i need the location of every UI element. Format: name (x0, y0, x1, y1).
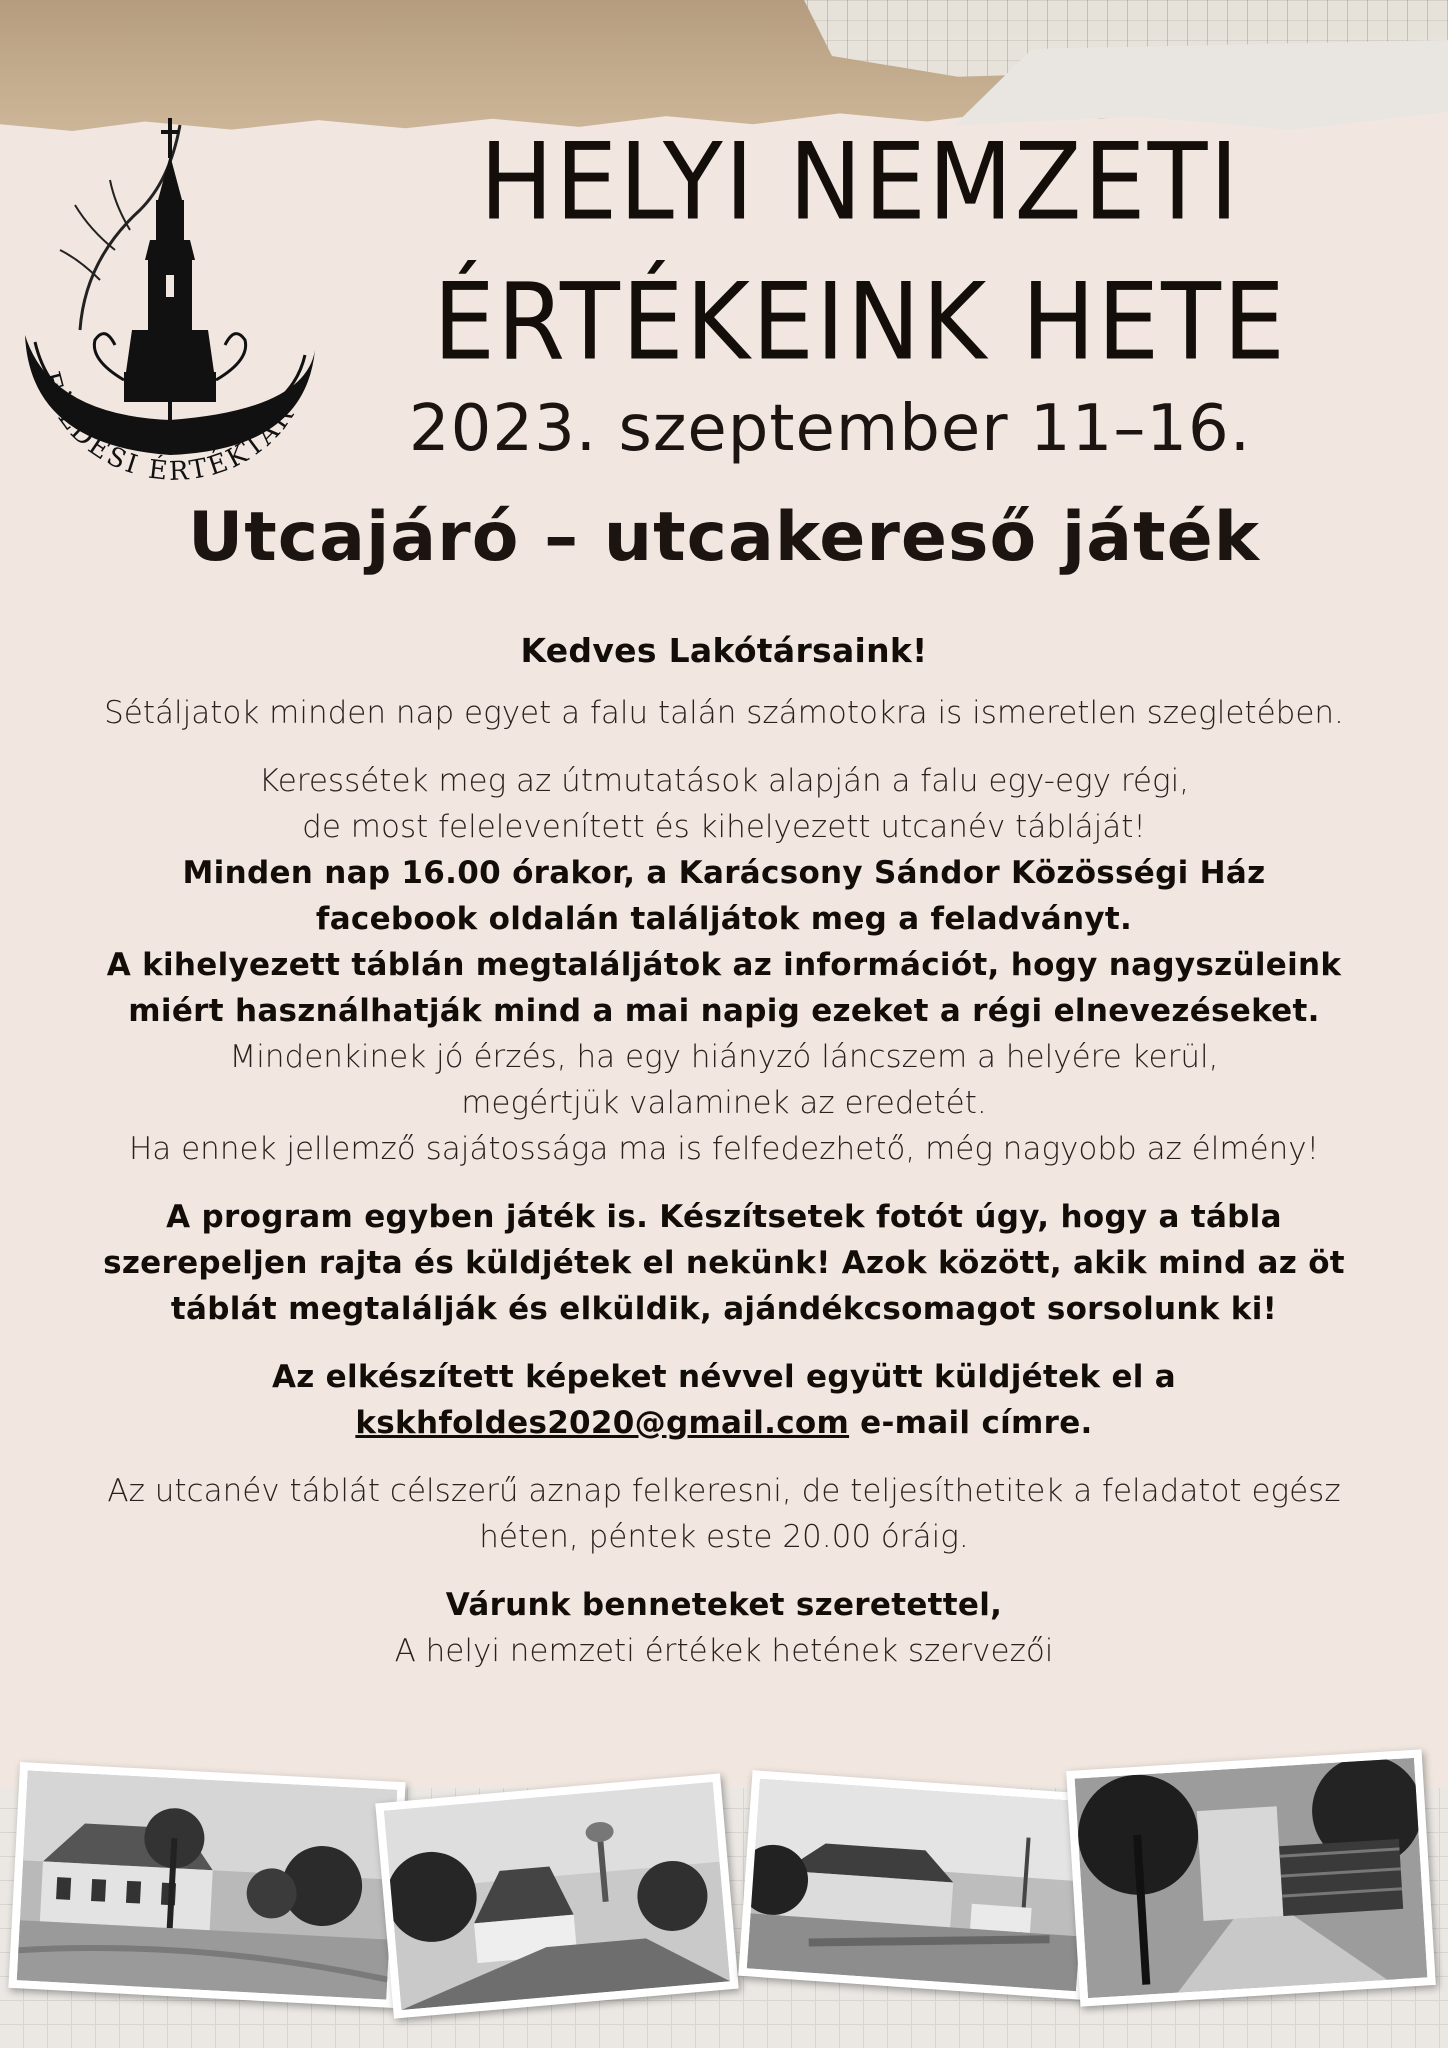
street-photo-1 (8, 1762, 405, 2008)
email-suffix: e-mail címre. (849, 1405, 1093, 1441)
street-photo-4 (1066, 1749, 1436, 2006)
event-date: 2023. szeptember 11–16. (408, 392, 1252, 466)
paragraph-2-line-1: Keressétek meg az útmutatások alapján a falu egy-egy régi, (258, 763, 1190, 799)
email-line (30, 1400, 1418, 1446)
title-line-1: HELYI NEMZETI (479, 121, 1241, 245)
logo-caption: FÖLDESI ÉRTÉKTÁR (34, 368, 302, 480)
street-photo-2 (375, 1773, 739, 2018)
game-rules-line-3: táblát megtalálják és elküldik, ajándékcsomagot sorsolunk ki! (170, 1291, 1278, 1327)
game-rules-line-2: szerepeljen rajta és küldjétek el nekünk! Azok között, akik mind az öt (103, 1245, 1345, 1281)
paragraph-2-bold-3: A kihelyezett táblán megtaláljátok az információt, hogy nagyszüleink (106, 947, 1342, 983)
foldesi-ertektar-logo (20, 110, 320, 480)
email-link[interactable]: kskhfoldes2020@gmail.com (355, 1405, 850, 1441)
signature: A helyi nemzeti értékek hetének szervezői (394, 1633, 1054, 1669)
paragraph-2-line-5: Ha ennek jellemző sajátossága ma is felfedezhető, még nagyobb az élmény! (128, 1131, 1320, 1167)
event-subtitle: Utcajáró – utcakereső játék (188, 498, 1260, 577)
street-photo-3 (738, 1770, 1098, 2000)
closing: Várunk benneteket szeretettel, (445, 1587, 1003, 1623)
paragraph-2-line-2: de most felelevenített és kihelyezett utcanév tábláját! (302, 809, 1146, 845)
send-photos-line: Az elkészített képeket névvel együtt küldjétek el a (271, 1359, 1177, 1395)
title-line-2: ÉRTÉKEINK HETE (433, 261, 1287, 385)
greeting: Kedves Lakótársaink! (520, 631, 928, 670)
paragraph-2-bold-2: facebook oldalán találjátok meg a feladványt. (315, 901, 1133, 937)
paragraph-2-line-3: Mindenkinek jó érzés, ha egy hiányzó láncszem a helyére kerül, (229, 1039, 1219, 1075)
photo-strip (0, 1730, 1448, 2048)
paragraph-2-bold-1: Minden nap 16.00 órakor, a Karácsony Sándor Közösségi Ház (182, 855, 1266, 891)
deadline-line-2: héten, péntek este 20.00 óráig. (479, 1519, 969, 1555)
paragraph-1: Sétáljatok minden nap egyet a falu talán számotokra is ismeretlen szegletében. (104, 695, 1344, 731)
body-text (30, 622, 1418, 1674)
paragraph-2-bold-4: miért használhatják mind a mai napig ezeket a régi elnevezéseket. (128, 993, 1320, 1029)
paragraph-2-line-4: megértjük valaminek az eredetét. (461, 1085, 987, 1121)
game-rules-line-1: A program egyben játék is. Készítsetek fotót úgy, hogy a tábla (166, 1199, 1282, 1235)
deadline-line-1: Az utcanév táblát célszerű aznap felkeresni, de teljesíthetitek a feladatot egész (107, 1473, 1341, 1509)
church-tower-icon (20, 110, 320, 480)
